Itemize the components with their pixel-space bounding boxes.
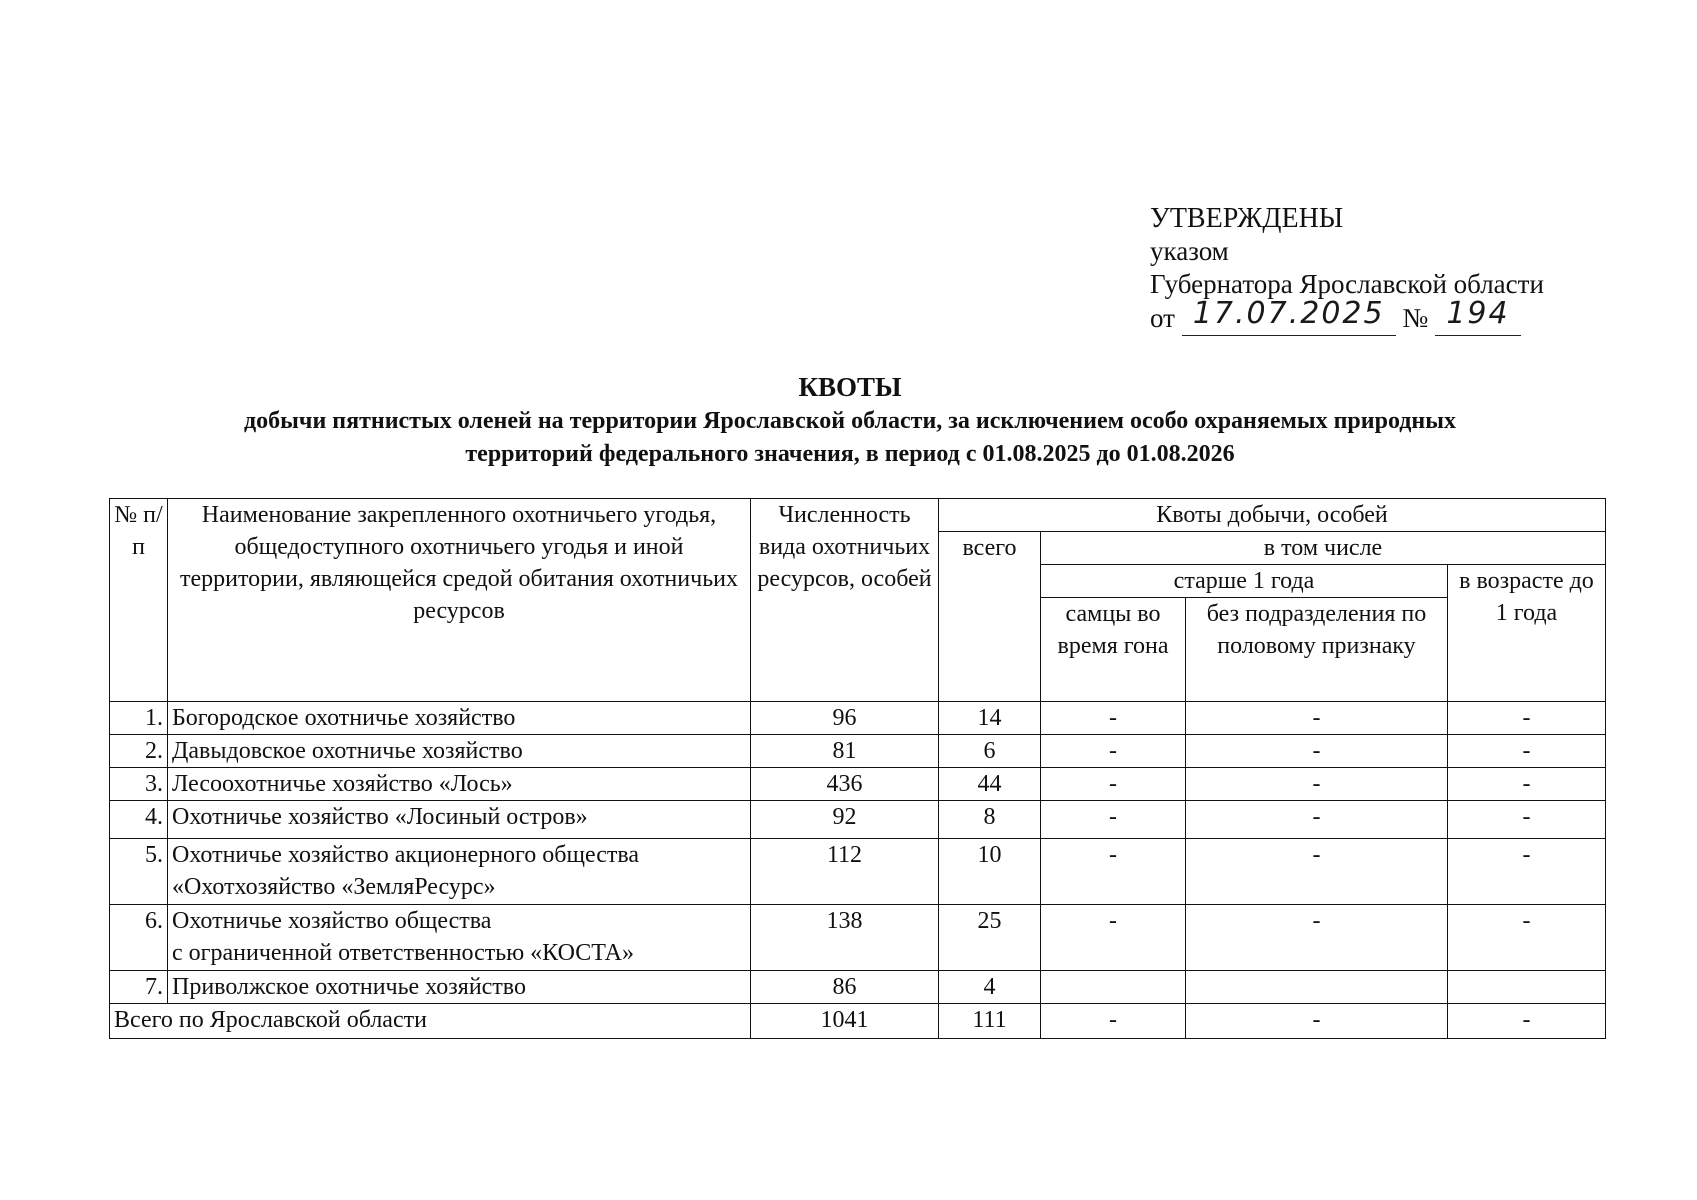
- row-under-one: -: [1448, 735, 1606, 768]
- subtitle-line-2: территорий федерального значения, в период с 01.08.2025 до 01.08.2026: [465, 441, 1235, 467]
- row-males-rut: -: [1041, 801, 1186, 839]
- approval-decree: указом: [1150, 236, 1229, 266]
- row-no-sex-division: -: [1186, 768, 1448, 801]
- row-no-sex-division: -: [1186, 735, 1448, 768]
- header-no-sex-division: без подразделения по половому признаку: [1186, 598, 1448, 702]
- document-subtitle: [100, 405, 1600, 471]
- approval-heading: УТВЕРЖДЕНЫ: [1150, 203, 1344, 234]
- header-total: всего: [939, 532, 1041, 702]
- row-population: 86: [751, 971, 939, 1004]
- table-row: [110, 971, 1606, 1004]
- row-males-rut: [1041, 971, 1186, 1004]
- header-including: в том числе: [1041, 532, 1606, 565]
- header-quotas: Квоты добычи, особей: [939, 499, 1606, 532]
- approval-authority: Губернатора Ярославской области: [1150, 269, 1544, 299]
- date-prefix: от: [1150, 303, 1175, 333]
- row-under-one: -: [1448, 905, 1606, 971]
- row-males-rut: -: [1041, 702, 1186, 735]
- row-population: 138: [751, 905, 939, 971]
- handwritten-date: 17.07.2025: [1192, 296, 1385, 331]
- table-row: [110, 801, 1606, 839]
- row-name: [168, 839, 751, 905]
- footer-no-sex-division: -: [1186, 1004, 1448, 1039]
- footer-population: 1041: [751, 1004, 939, 1039]
- row-name: Богородское охотничье хозяйство: [168, 702, 751, 735]
- row-num: 2.: [110, 735, 168, 768]
- date-field: [1182, 296, 1396, 336]
- approval-block: [1150, 202, 1544, 336]
- footer-males-rut: -: [1041, 1004, 1186, 1039]
- row-no-sex-division: -: [1186, 839, 1448, 905]
- row-population: 112: [751, 839, 939, 905]
- number-field: [1435, 296, 1521, 336]
- number-prefix: №: [1402, 303, 1429, 333]
- row-no-sex-division: -: [1186, 905, 1448, 971]
- table-footer-row: [110, 1004, 1606, 1039]
- row-no-sex-division: -: [1186, 801, 1448, 839]
- row-population: 96: [751, 702, 939, 735]
- row-males-rut: -: [1041, 839, 1186, 905]
- row-under-one: -: [1448, 839, 1606, 905]
- subtitle-line-1: добычи пятнистых оленей на территории Ярославской области, за исключением особо охраняемых природных: [244, 408, 1456, 434]
- header-males-rut: самцы во время гона: [1041, 598, 1186, 702]
- footer-label: Всего по Ярославской области: [110, 1004, 751, 1039]
- table-row: [110, 702, 1606, 735]
- row-name: [168, 905, 751, 971]
- row-num: 1.: [110, 702, 168, 735]
- row-total: 25: [939, 905, 1041, 971]
- approval-date-number: [1150, 296, 1544, 336]
- row-total: 8: [939, 801, 1041, 839]
- row-name-line-1: Охотничье хозяйство акционерного общества: [172, 842, 640, 868]
- row-males-rut: -: [1041, 735, 1186, 768]
- row-name: Приволжское охотничье хозяйство: [168, 971, 751, 1004]
- row-population: 436: [751, 768, 939, 801]
- row-num: 5.: [110, 839, 168, 905]
- row-num: 4.: [110, 801, 168, 839]
- table-row: [110, 905, 1606, 971]
- header-num: № п/п: [110, 499, 168, 702]
- table-row: [110, 839, 1606, 905]
- header-under-one: в возрасте до 1 года: [1448, 565, 1606, 702]
- row-name-line-1: Охотничье хозяйство общества: [172, 908, 492, 934]
- row-no-sex-division: [1186, 971, 1448, 1004]
- header-name: Наименование закрепленного охотничьего угодья, общедоступного охотничьего угодья и иной территории, являющейся средой обитания охотничьих ресурсов: [168, 499, 751, 702]
- row-population: 81: [751, 735, 939, 768]
- row-name: Лесоохотничье хозяйство «Лось»: [168, 768, 751, 801]
- row-name-line-2: «Охотхозяйство «ЗемляРесурс»: [172, 874, 496, 900]
- row-total: 4: [939, 971, 1041, 1004]
- row-num: 6.: [110, 905, 168, 971]
- quota-table: [109, 498, 1606, 1039]
- row-name: Давыдовское охотничье хозяйство: [168, 735, 751, 768]
- row-name-line-2: с ограниченной ответственностью «КОСТА»: [172, 940, 635, 966]
- row-no-sex-division: -: [1186, 702, 1448, 735]
- table-row: [110, 735, 1606, 768]
- row-total: 14: [939, 702, 1041, 735]
- header-older: старше 1 года: [1041, 565, 1448, 598]
- table-row: [110, 768, 1606, 801]
- row-population: 92: [751, 801, 939, 839]
- row-under-one: -: [1448, 801, 1606, 839]
- row-under-one: [1448, 971, 1606, 1004]
- row-total: 6: [939, 735, 1041, 768]
- document-title: КВОТЫ: [798, 372, 902, 402]
- row-males-rut: -: [1041, 905, 1186, 971]
- row-num: 7.: [110, 971, 168, 1004]
- row-total: 44: [939, 768, 1041, 801]
- row-males-rut: -: [1041, 768, 1186, 801]
- handwritten-number: 194: [1446, 296, 1510, 331]
- row-under-one: -: [1448, 768, 1606, 801]
- header-population: Численность вида охотничьих ресурсов, особей: [751, 499, 939, 702]
- footer-total: 111: [939, 1004, 1041, 1039]
- row-num: 3.: [110, 768, 168, 801]
- row-total: 10: [939, 839, 1041, 905]
- footer-under-one: -: [1448, 1004, 1606, 1039]
- row-under-one: -: [1448, 702, 1606, 735]
- row-name: Охотничье хозяйство «Лосиный остров»: [168, 801, 751, 839]
